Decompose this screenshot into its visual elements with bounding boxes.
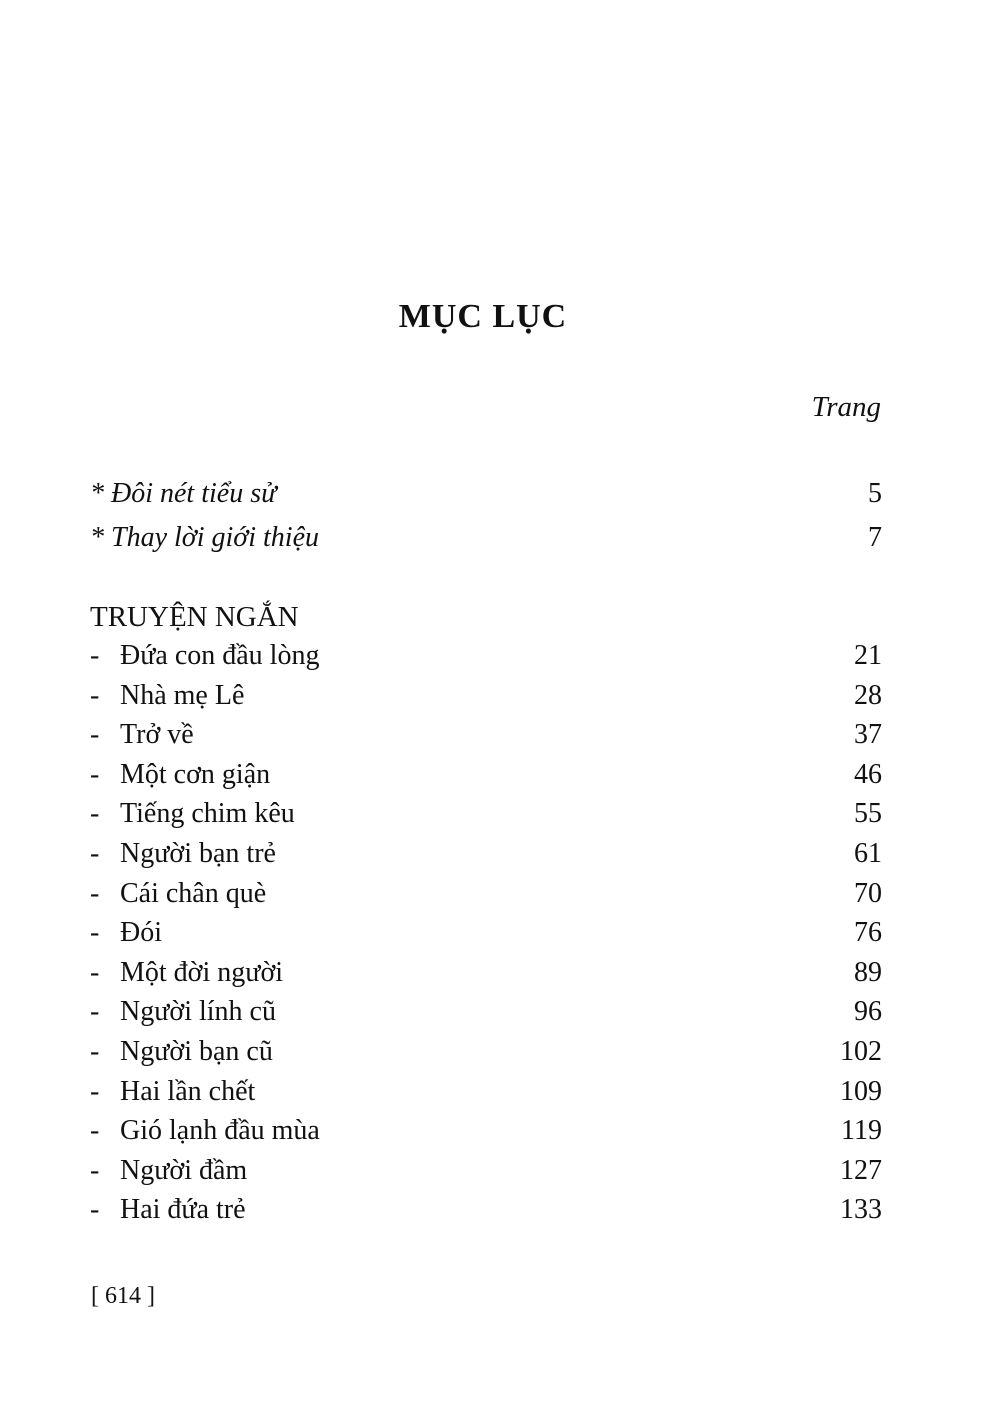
toc-story-entry	[90, 1194, 882, 1234]
toc-entry-text: Người lính cũ	[120, 996, 276, 1027]
section-heading: TRUYỆN NGẮN	[90, 601, 299, 633]
toc-story-entry	[90, 759, 882, 799]
toc-story-entry	[90, 1036, 882, 1076]
dash-marker: -	[90, 1036, 100, 1067]
toc-story-entry	[90, 838, 882, 878]
page-column-label: Trang	[811, 391, 881, 423]
toc-entry-text: Đôi nét tiểu sử	[111, 478, 277, 509]
toc-entry-page: 46	[854, 759, 882, 790]
dash-marker: -	[90, 798, 100, 829]
page-title: MỤC LỤC	[398, 298, 568, 335]
toc-story-entry	[90, 1115, 882, 1155]
toc-entry-text: Người đầm	[120, 1155, 248, 1186]
dash-marker: -	[90, 680, 100, 711]
toc-entry-page: 133	[840, 1194, 882, 1225]
toc-story-entry	[90, 996, 882, 1036]
toc-story-entry	[90, 680, 882, 720]
toc-story-entry	[90, 1155, 882, 1195]
dash-marker: -	[90, 640, 100, 671]
toc-entry-text: Nhà mẹ Lê	[120, 680, 245, 711]
toc-entry-page: 28	[854, 680, 882, 711]
toc-entry-title	[90, 878, 266, 910]
toc-entry-text: Gió lạnh đầu mùa	[120, 1115, 320, 1146]
dash-marker: -	[90, 1194, 100, 1225]
toc-entry-page: 61	[854, 838, 882, 869]
dash-marker: -	[90, 719, 100, 750]
page-number: [ 614 ]	[91, 1283, 155, 1309]
toc-entry-text: Một đời người	[120, 957, 284, 988]
toc-entry-title	[90, 759, 270, 791]
toc-story-entry	[90, 957, 882, 997]
toc-entry-page: 7	[868, 522, 882, 553]
toc-entry-title	[90, 478, 276, 510]
toc-story-entry	[90, 878, 882, 918]
toc-entry-text: Thay lời giới thiệu	[111, 522, 319, 553]
toc-entry-title	[90, 957, 283, 989]
dash-marker: -	[90, 1076, 100, 1107]
bullet-marker: *	[90, 478, 104, 509]
toc-entry-title	[90, 719, 194, 751]
toc-entry-page: 70	[854, 878, 882, 909]
toc-entry-page: 76	[854, 917, 882, 948]
toc-entry-title	[90, 917, 162, 949]
toc-story-entry	[90, 719, 882, 759]
toc-front-entry	[90, 478, 882, 518]
toc-entry-page: 102	[840, 1036, 882, 1067]
toc-entry-title	[90, 1115, 320, 1147]
toc-story-entry	[90, 917, 882, 957]
toc-entry-page: 37	[854, 719, 882, 750]
toc-entry-title	[90, 1194, 246, 1226]
bullet-marker: *	[90, 522, 104, 553]
toc-entry-text: Người bạn cũ	[120, 1036, 273, 1067]
toc-entry-text: Cái chân què	[120, 878, 267, 909]
toc-entry-title	[90, 996, 276, 1028]
toc-entry-page: 21	[854, 640, 882, 671]
toc-entry-text: Hai lần chết	[120, 1076, 256, 1107]
dash-marker: -	[90, 1115, 100, 1146]
toc-entry-page: 127	[840, 1155, 882, 1186]
toc-entry-page: 5	[868, 478, 882, 509]
dash-marker: -	[90, 996, 100, 1027]
toc-story-entry	[90, 640, 882, 680]
dash-marker: -	[90, 878, 100, 909]
toc-entry-title	[90, 680, 244, 712]
toc-front-entry	[90, 522, 882, 562]
toc-entry-page: 55	[854, 798, 882, 829]
toc-entry-text: Đói	[120, 917, 162, 948]
toc-entry-text: Đứa con đầu lòng	[120, 640, 320, 671]
toc-entry-page: 89	[854, 957, 882, 988]
toc-entry-text: Trở về	[120, 719, 194, 750]
toc-entry-title	[90, 522, 319, 554]
dash-marker: -	[90, 838, 100, 869]
dash-marker: -	[90, 1155, 100, 1186]
toc-story-entry	[90, 1076, 882, 1116]
dash-marker: -	[90, 759, 100, 790]
toc-entry-title	[90, 1036, 273, 1068]
toc-entry-title	[90, 798, 295, 830]
toc-entry-title	[90, 1155, 247, 1187]
toc-entry-title	[90, 838, 276, 870]
dash-marker: -	[90, 917, 100, 948]
toc-entry-text: Người bạn trẻ	[120, 838, 276, 869]
toc-entry-text: Hai đứa trẻ	[120, 1194, 246, 1225]
toc-entry-title	[90, 1076, 255, 1108]
toc-entry-page: 109	[840, 1076, 882, 1107]
toc-entry-text: Một cơn giận	[120, 759, 271, 790]
toc-story-entry	[90, 798, 882, 838]
dash-marker: -	[90, 957, 100, 988]
toc-entry-page: 96	[854, 996, 882, 1027]
toc-entry-title	[90, 640, 319, 672]
toc-entry-text: Tiếng chim kêu	[120, 798, 295, 829]
toc-entry-page: 119	[841, 1115, 882, 1146]
